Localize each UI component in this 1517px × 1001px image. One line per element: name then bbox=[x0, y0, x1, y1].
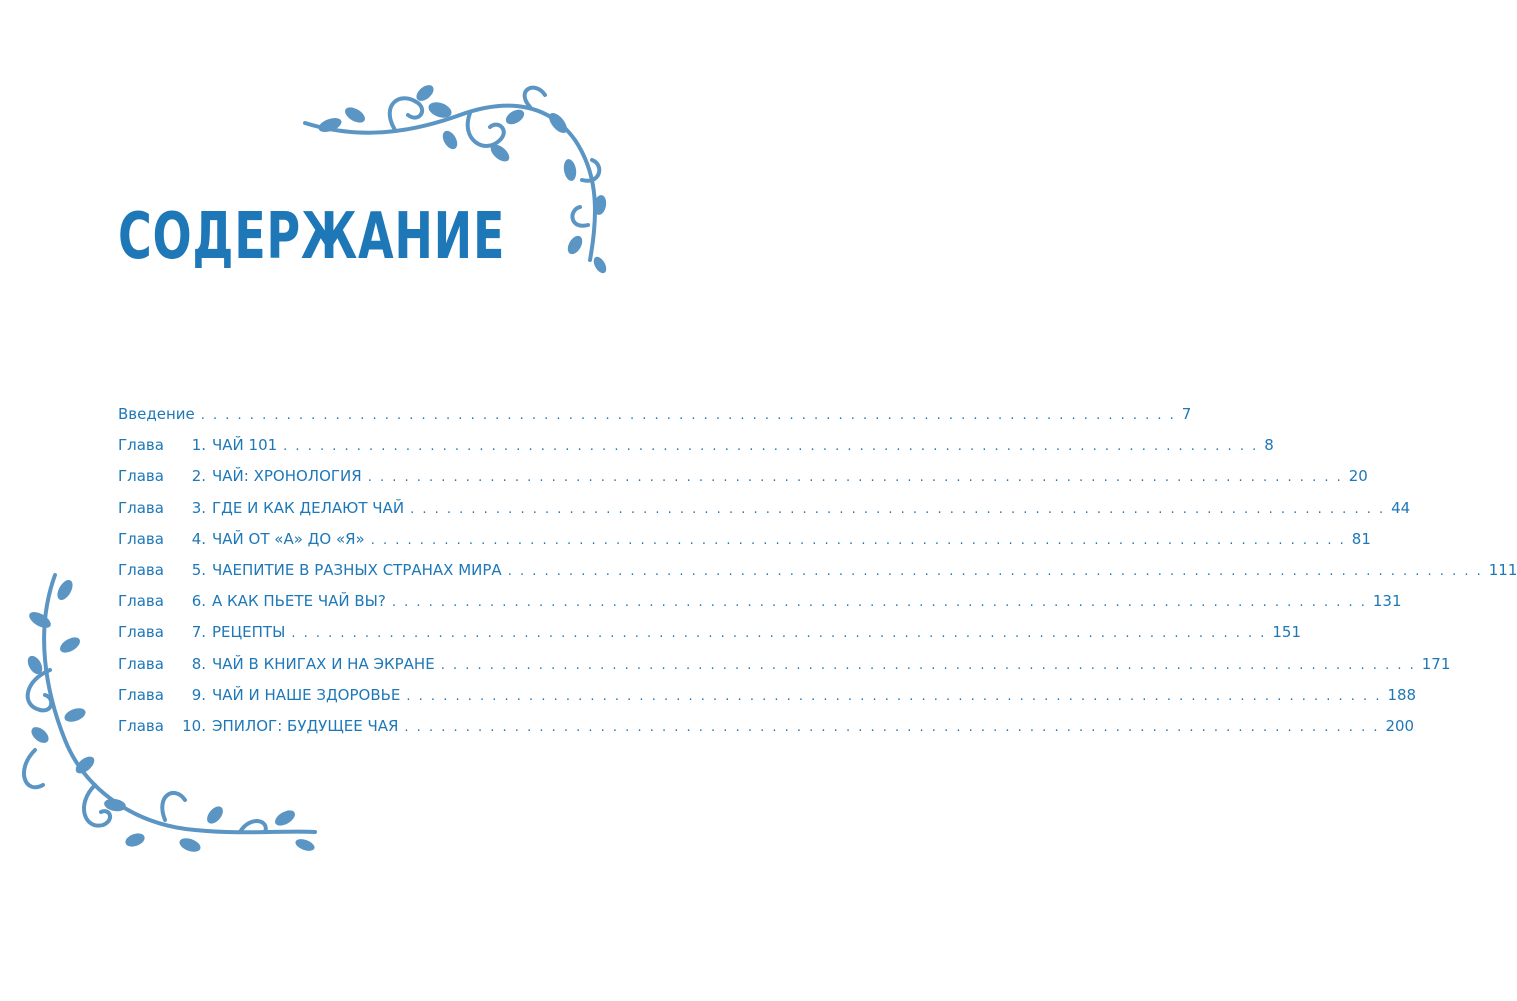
chapter-prefix: Глава bbox=[118, 560, 164, 579]
dot-leader: . . . . . . . . . . . . . . . . . . . . . . . . . . . . . . . . . . . . . . . . . . . . . . . . . . . . . . . . . . . . . . . . . . . . . . . . . . . . . . . . bbox=[200, 408, 1176, 423]
dot-leader: . . . . . . . . . . . . . . . . . . . . . . . . . . . . . . . . . . . . . . . . . . . . . . . . . . . . . . . . . . . . . . . . . . . . . . . . . . . . . . . . bbox=[283, 439, 1259, 455]
toc-entry[interactable] bbox=[118, 467, 1368, 498]
chapter-number: 3. bbox=[191, 498, 206, 517]
toc-entry[interactable] bbox=[118, 405, 1192, 436]
chapter-number: 4. bbox=[191, 529, 206, 548]
page-number: 151 bbox=[1272, 623, 1302, 642]
chapter-number: 10. bbox=[182, 716, 206, 735]
chapter-number: 9. bbox=[191, 685, 206, 704]
toc-entry[interactable] bbox=[118, 529, 1371, 561]
dot-leader: . . . . . . . . . . . . . . . . . . . . . . . . . . . . . . . . . . . . . . . . . . . . . . . . . . . . . . . . . . . . . . . . . . . . . . . . . . . . . . . . bbox=[404, 719, 1380, 735]
chapter-number: 8. bbox=[191, 654, 206, 673]
page-number: 81 bbox=[1351, 529, 1371, 548]
toc-entry[interactable] bbox=[118, 436, 1274, 467]
chapter-prefix: Глава bbox=[118, 685, 164, 704]
page-number: 171 bbox=[1421, 654, 1451, 673]
page-number: 200 bbox=[1385, 716, 1415, 735]
vine-ornament-bottom-left bbox=[15, 570, 320, 870]
chapter-title: ЧАЕПИТИЕ В РАЗНЫХ СТРАНАХ МИРА bbox=[212, 560, 502, 579]
chapter-number: 6. bbox=[191, 592, 206, 611]
dot-leader: . . . . . . . . . . . . . . . . . . . . . . . . . . . . . . . . . . . . . . . . . . . . . . . . . . . . . . . . . . . . . . . . . . . . . . . . . . . . . . . . bbox=[391, 595, 1367, 611]
chapter-number: 5. bbox=[191, 560, 206, 579]
dot-leader: . . . . . . . . . . . . . . . . . . . . . . . . . . . . . . . . . . . . . . . . . . . . . . . . . . . . . . . . . . . . . . . . . . . . . . . . . . . . . . . . bbox=[370, 532, 1346, 548]
page-number: 7 bbox=[1181, 405, 1192, 423]
chapter-title: А КАК ПЬЕТЕ ЧАЙ ВЫ? bbox=[212, 592, 386, 611]
page-number: 44 bbox=[1391, 498, 1411, 517]
toc-entry-title bbox=[118, 499, 404, 517]
chapter-title: ЧАЙ ОТ «А» ДО «Я» bbox=[212, 529, 365, 548]
page-title: СОДЕРЖАНИЕ bbox=[118, 200, 506, 274]
chapter-number: 2. bbox=[191, 467, 206, 486]
page-number: 111 bbox=[1488, 560, 1517, 579]
chapter-prefix: Глава bbox=[118, 529, 164, 548]
chapter-title: ЭПИЛОГ: БУДУЩЕЕ ЧАЯ bbox=[212, 716, 399, 735]
dot-leader: . . . . . . . . . . . . . . . . . . . . . . . . . . . . . . . . . . . . . . . . . . . . . . . . . . . . . . . . . . . . . . . . . . . . . . . . . . . . . . . . bbox=[406, 688, 1382, 704]
chapter-number: 7. bbox=[191, 623, 206, 642]
toc-entry-title bbox=[118, 467, 362, 485]
page-number: 188 bbox=[1387, 685, 1417, 704]
chapter-title: ЧАЙ 101 bbox=[212, 436, 278, 455]
chapter-prefix: Глава bbox=[118, 592, 164, 611]
toc-entry[interactable] bbox=[118, 498, 1411, 530]
page-number: 20 bbox=[1348, 467, 1368, 486]
dot-leader: . . . . . . . . . . . . . . . . . . . . . . . . . . . . . . . . . . . . . . . . . . . . . . . . . . . . . . . . . . . . . . . . . . . . . . . . . . . . . . . . bbox=[367, 470, 1343, 486]
chapter-prefix: Глава bbox=[118, 498, 164, 517]
chapter-title: ГДЕ И КАК ДЕЛАЮТ ЧАЙ bbox=[212, 498, 405, 517]
chapter-title: Введение bbox=[118, 405, 195, 423]
chapter-prefix: Глава bbox=[118, 436, 164, 455]
chapter-prefix: Глава bbox=[118, 467, 164, 486]
chapter-prefix: Глава bbox=[118, 623, 164, 642]
chapter-prefix: Глава bbox=[118, 716, 164, 735]
dot-leader: . . . . . . . . . . . . . . . . . . . . . . . . . . . . . . . . . . . . . . . . . . . . . . . . . . . . . . . . . . . . . . . . . . . . . . . . . . . . . . . . bbox=[410, 501, 1386, 517]
chapter-title: ЧАЙ В КНИГАХ И НА ЭКРАНЕ bbox=[212, 654, 435, 673]
toc-entry-title bbox=[118, 436, 277, 454]
chapter-title: ЧАЙ: ХРОНОЛОГИЯ bbox=[212, 467, 362, 486]
chapter-title: ЧАЙ И НАШЕ ЗДОРОВЬЕ bbox=[212, 685, 401, 704]
chapter-prefix: Глава bbox=[118, 654, 164, 673]
chapter-title: РЕЦЕПТЫ bbox=[212, 623, 286, 642]
dot-leader: . . . . . . . . . . . . . . . . . . . . . . . . . . . . . . . . . . . . . . . . . . . . . . . . . . . . . . . . . . . . . . . . . . . . . . . . . . . . . . . . bbox=[507, 563, 1483, 579]
chapter-number: 1. bbox=[191, 436, 206, 455]
page-number: 131 bbox=[1372, 592, 1402, 611]
toc-entry-title bbox=[118, 405, 195, 423]
toc-entry-title bbox=[118, 530, 365, 548]
dot-leader: . . . . . . . . . . . . . . . . . . . . . . . . . . . . . . . . . . . . . . . . . . . . . . . . . . . . . . . . . . . . . . . . . . . . . . . . . . . . . . . . bbox=[291, 626, 1267, 642]
page-number: 8 bbox=[1264, 436, 1274, 455]
dot-leader: . . . . . . . . . . . . . . . . . . . . . . . . . . . . . . . . . . . . . . . . . . . . . . . . . . . . . . . . . . . . . . . . . . . . . . . . . . . . . . . . bbox=[440, 657, 1416, 673]
